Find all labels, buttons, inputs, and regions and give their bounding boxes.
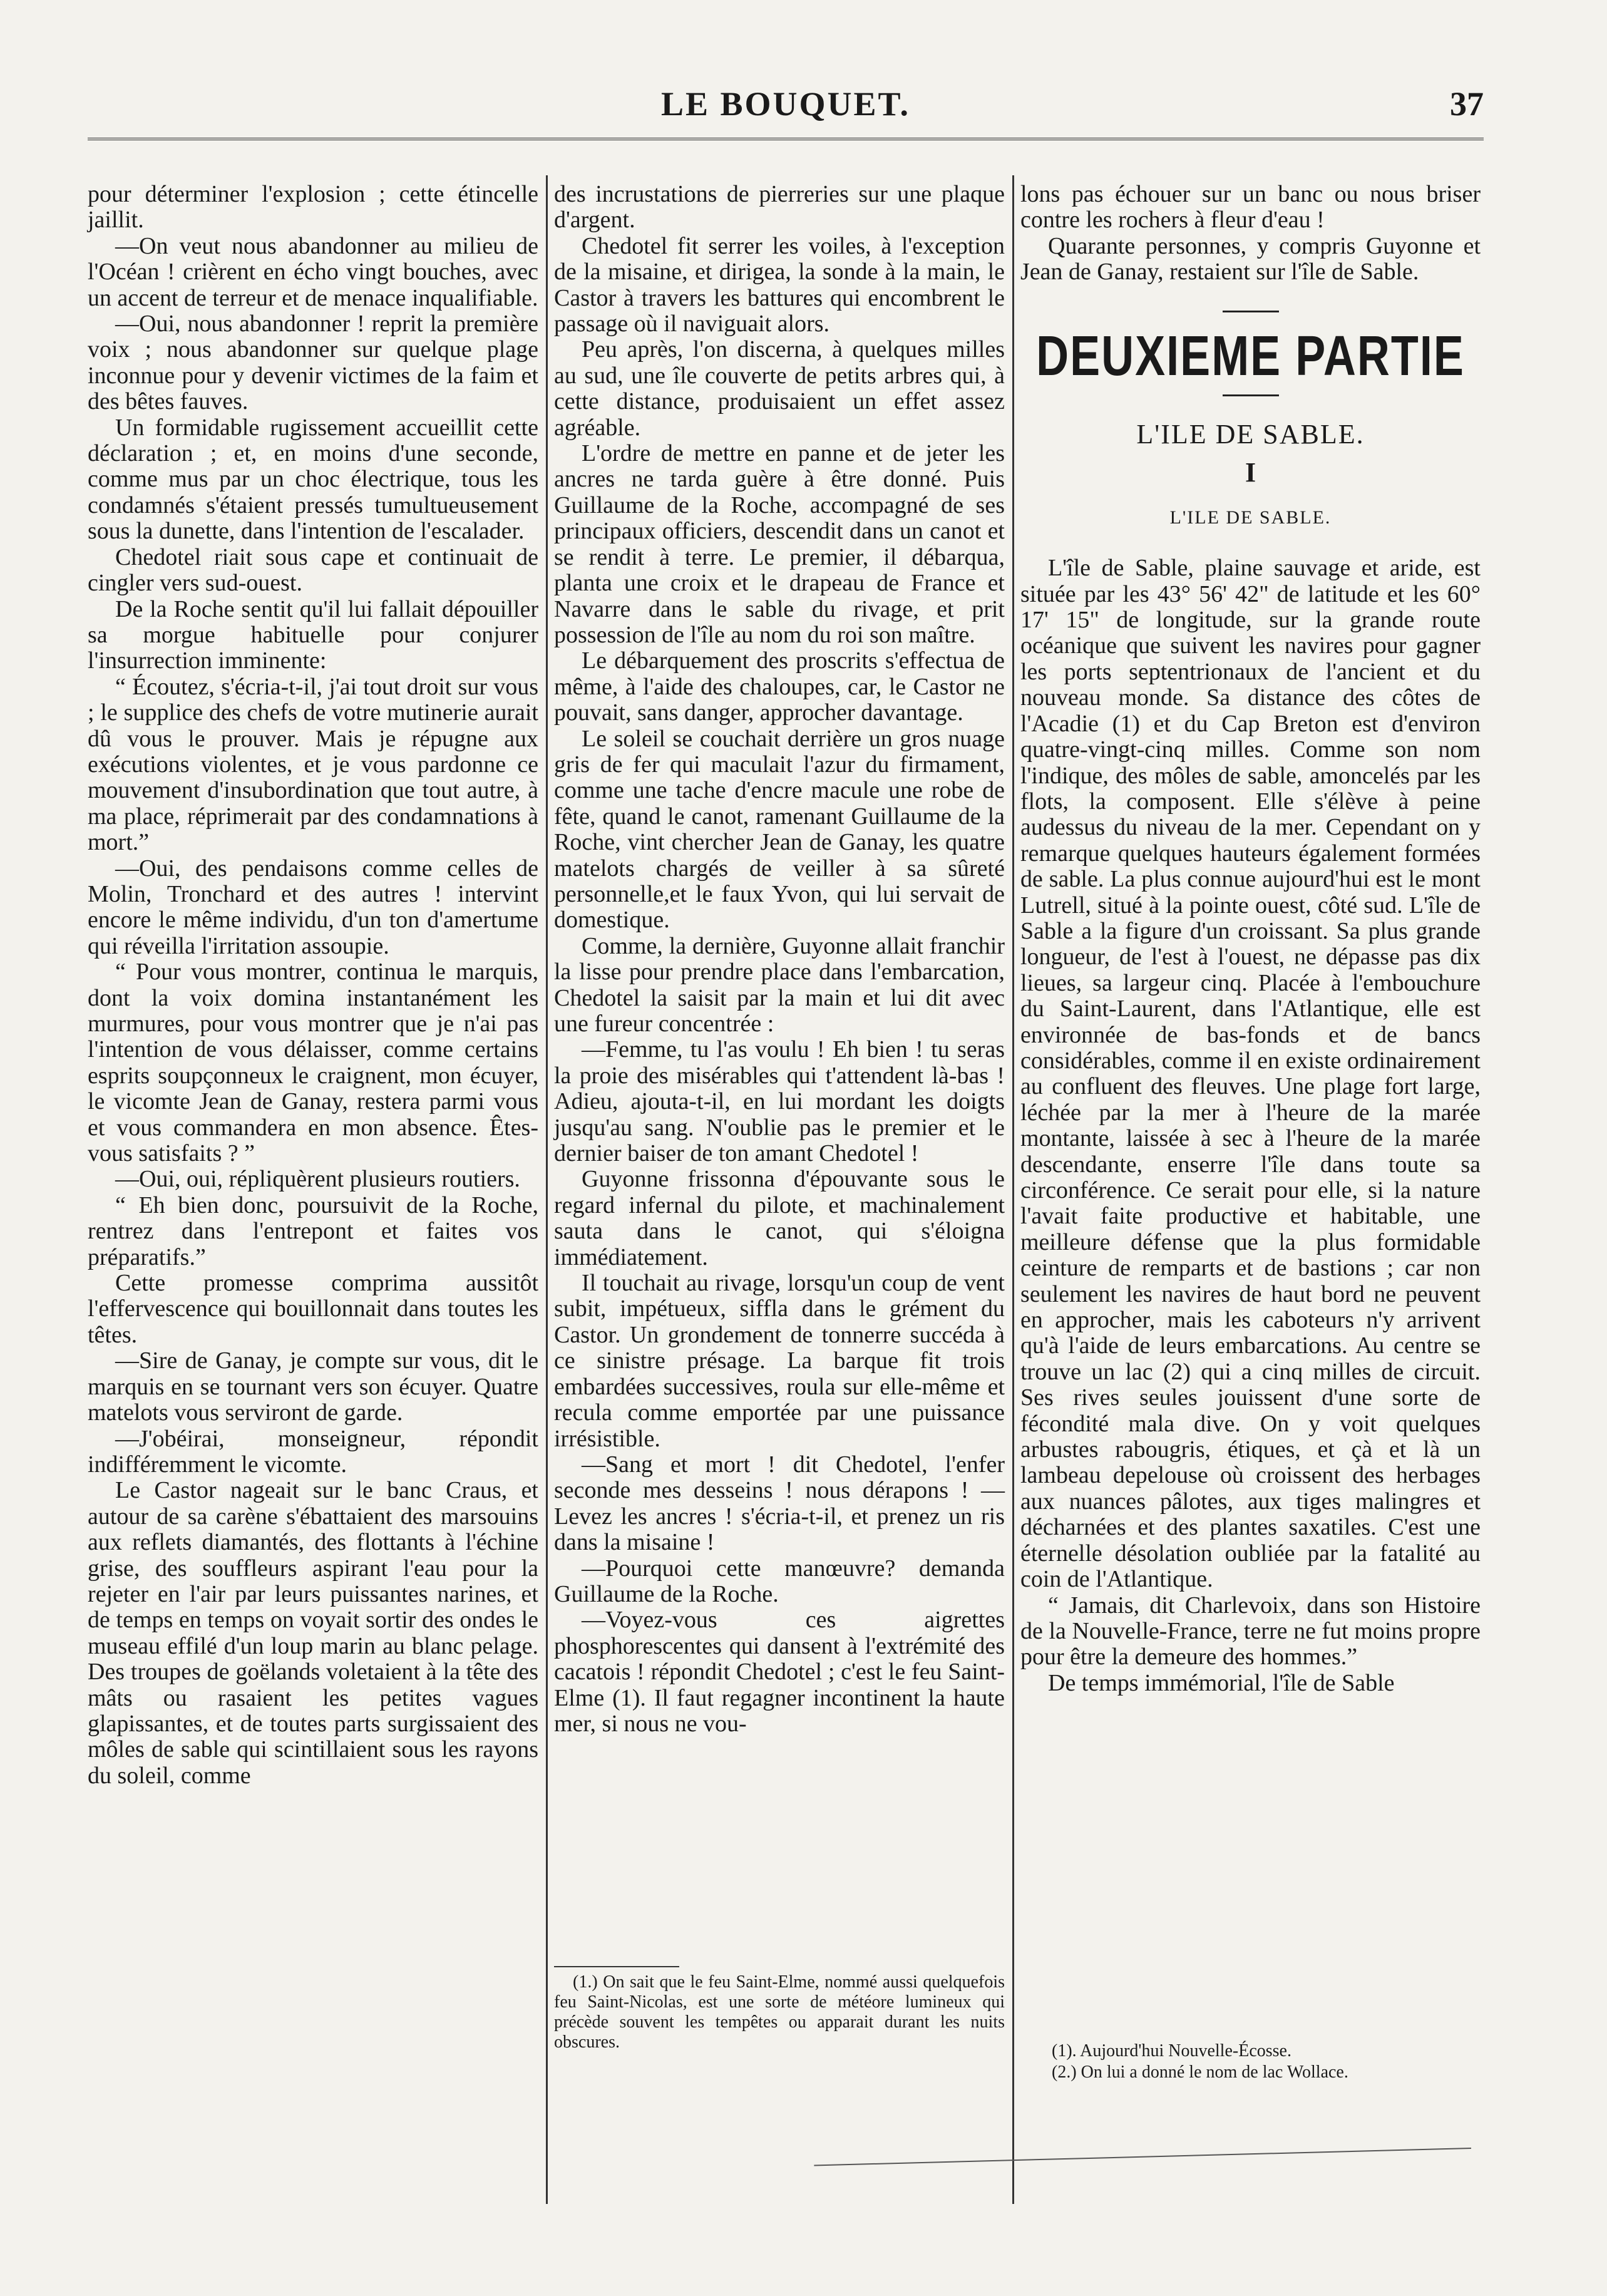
- section-title: L'ILE DE SABLE.: [1136, 419, 1365, 450]
- paragraph: Chedotel riait sous cape et continuait de cingler vers sud-ouest.: [88, 543, 538, 597]
- paragraph: Un formidable rugissement accueillit cette déclaration ; et, en moins d'une seconde, comme mus par un choc électrique, tous les condamnés s'étaient pressés tumultueusement sous la dunette, dans l'intention de l'escalader.: [88, 414, 538, 545]
- footnote: (2.) On lui a donné le nom de lac Wollace.: [1052, 2062, 1348, 2082]
- paragraph: “ Pour vous montrer, continua le marquis, dont la voix domina instantanément les murmures, pour vous montrer que je n'ai pas l'intention de vous délaisser, comme certains esprits soupçonneux le craignent, mon écuyer, le vicomte Jean de Ganay, restera parmi vous et vous commandera en mon absence. Êtes-vous satisfaits ? ”: [88, 959, 538, 1167]
- paragraph: De la Roche sentit qu'il lui fallait dépouiller sa morgue habituelle pour conjurer l'insurrection imminente:: [88, 595, 538, 674]
- paragraph: —Pourquoi cette manœuvre? demanda Guillaume de la Roche.: [554, 1555, 1005, 1607]
- page-header: [88, 85, 1484, 128]
- paragraph: Le débarquement des proscrits s'effectua de même, à l'aide des chaloupes, car, le Castor ne pouvait, sans danger, approcher davantage.: [554, 647, 1005, 726]
- paragraph: De temps immémorial, l'île de Sable: [1048, 1669, 1395, 1696]
- paragraph: Le soleil se couchait derrière un gros nuage gris de fer qui maculait l'azur du firmament, comme une tache d'encre macule une robe de fête, quand le canot, ramenant Guillaume de la Roche, vint chercher Jean de Ganay, les quatre matelots chargés de veiller à sa sûreté personnelle,et le faux Yvon, qui lui servait de domestique.: [554, 725, 1005, 934]
- paragraph: des incrustations de pierreries sur une plaque d'argent.: [554, 181, 1005, 234]
- paragraph: Le Castor nageait sur le banc Craus, et autour de sa carène s'ébattaient des marsouins aux reflets diamantés, des flottants à l'échine grise, des souffleurs aspirant l'eau pour la rejeter en l'air par leurs puissantes narines, et de temps en temps on voyait sortir des ondes le museau effilé d'un loup marin au blanc pelage. Des troupes de goëlands voletaient à la tête des mâts ou rasaient les petites vagues glapissantes, et de toutes parts surgissaient des môles de sable qui scintillaient sous les rayons du soleil, comme: [88, 1477, 538, 1789]
- paragraph: —Sang et mort ! dit Chedotel, l'enfer seconde mes desseins ! nous dérapons ! — Levez les ancres ! s'écria-t-il, et prenez un ris dans la misaine !: [554, 1451, 1005, 1556]
- paragraph: —Oui, oui, répliquèrent plusieurs routiers.: [115, 1166, 520, 1193]
- paragraph: Quarante personnes, y compris Guyonne et Jean de Ganay, restaient sur l'île de Sable.: [1020, 232, 1481, 286]
- paragraph: —Voyez-vous ces aigrettes phosphorescentes qui dansent à l'extrémité des cacatois ! répondit Chedotel ; c'est le feu Saint-Elme (1). Il faut regagner incontinent la haute mer, si nous ne vou-: [554, 1607, 1005, 1737]
- paragraph: Peu après, l'on discerna, à quelques milles au sud, une île couverte de petits arbres qui, à cette distance, produisaient un effet assez agréable.: [554, 336, 1005, 441]
- paragraph: Cette promesse comprima aussitôt l'effervescence qui bouillonnait dans toutes les têtes.: [88, 1270, 538, 1348]
- footnote: (1.) On sait que le feu Saint-Elme, nommé aussi quelquefois feu Saint-Nicolas, est une sorte de météore lumineux qui précède souvent les tempêtes ou apparait durant les nuits obscures.: [554, 1972, 1005, 2052]
- paragraph: L'île de Sable, plaine sauvage et aride, est située par les 43° 56' 42" de latitude et les 60° 17' 15" de longitude, sur la grande route océanique que suivent les navires pour gagner les ports septentrionaux de l'ancient et du nouveau monde. Sa distance des côtes de l'Acadie (1) et du Cap Breton est d'environ quatre-vingt-cinq milles. Comme son nom l'indique, des môles de sable, amoncelés par les flots, la composent. Elle s'élève à peine audessus du niveau de la mer. Cependant on y remarque quelques hauteurs également formées de sable. La plus connue aujourd'hui est le mont Lutrell, situé à la pointe ouest, côté sud. L'île de Sable a la figure d'un croissant. Sa plus grande longueur, de l'est à l'ouest, ne dépasse pas dix lieues, sa largeur cinq. Placée à l'embouchure du Saint-Laurent, dans l'Atlantique, elle est environnée de bas-fonds et de bancs considérables, comme il en existe ordinairement au confluent des fleuves. Une plage fort large, léchée par la mer à l'heure de la marée montante, laissée à sec à l'heure de la marée descendante, enserre l'île dans toute sa circonférence. Ce serait pour elle, si la nature l'avait faite productive et habitable, une meilleure défense que la plus formidable ceinture de remparts et de bastions ; car non seulement les navires de haut bord ne peuvent en approcher, mais les caboteurs n'y arrivent qu'à l'aide de leurs embarcations. Au centre se trouve un lac (2) qui a cinq milles de circuit. Ses rives seules jouissent d'une sorte de fécondité mala dive. On y voit quelques arbustes rabougris, étiques, et çà et là un lambeau depelouse où croissent des herbages aux nuances pâlotes, aux tiges malingres et décharnées et des plantes saxatiles. C'est une éternelle désolation oubliée par la fatalité au coin de l'Atlantique.: [1020, 555, 1481, 1593]
- bottom-rule: [814, 2148, 1471, 2166]
- paragraph: Comme, la dernière, Guyonne allait franchir la lisse pour prendre place dans l'embarcation, Chedotel la saisit par la main et lui dit avec une fureur concentrée :: [554, 932, 1005, 1037]
- paragraph: Guyonne frissonna d'épouvante sous le regard infernal du pilote, et machinalement sauta dans le canot, qui s'éloigna immédiatement.: [554, 1166, 1005, 1270]
- paragraph: —On veut nous abandonner au milieu de l'Océan ! crièrent en écho vingt bouches, avec un accent de terreur et de menace inqualifiable.: [88, 232, 538, 311]
- paragraph: “ Jamais, dit Charlevoix, dans son Histoire de la Nouvelle-France, terre ne fut moins propre pour être la demeure des hommes.”: [1020, 1592, 1481, 1671]
- footnote-rule: [554, 1966, 679, 1967]
- section-rule: [1223, 394, 1279, 396]
- section-rule: [1223, 311, 1279, 312]
- column-3: [1020, 182, 1481, 1696]
- running-title: LE BOUQUET.: [660, 85, 911, 123]
- page-number: 37: [1450, 85, 1484, 123]
- paragraph: —Oui, nous abandonner ! reprit la première voix ; nous abandonner sur quelque plage inconnue pour y devenir victimes de la faim et des bêtes fauves.: [88, 311, 538, 415]
- paragraph: lons pas échouer sur un banc ou nous briser contre les rochers à fleur d'eau !: [1020, 181, 1481, 234]
- chapter-title: L'ILE DE SABLE.: [1169, 507, 1332, 528]
- paragraph: pour déterminer l'explosion ; cette étincelle jaillit.: [88, 181, 538, 234]
- column-1: [88, 182, 538, 2135]
- paragraph: “ Eh bien donc, poursuivit de la Roche, rentrez dans l'entrepont et faites vos préparatifs.”: [88, 1192, 538, 1270]
- paragraph: Chedotel fit serrer les voiles, à l'exception de la misaine, et dirigea, la sonde à la main, le Castor à travers les battures qui encombrent le passage où il naviguait alors.: [554, 232, 1005, 337]
- footnote: (1). Aujourd'hui Nouvelle-Écosse.: [1052, 2041, 1291, 2061]
- chapter-number: I: [1245, 457, 1256, 488]
- paragraph: —Femme, tu l'as voulu ! Eh bien ! tu seras la proie des misérables qui t'attendent là-bas ! Adieu, ajouta-t-il, en lui mordant les doigts jusqu'au sang. N'oublie pas le premier et le dernier baiser de ton amant Chedotel !: [554, 1036, 1005, 1167]
- paragraph: —Oui, des pendaisons comme celles de Molin, Tronchard et des autres ! intervint encore le même individu, d'un ton d'amertume qui réveilla l'irritation assoupie.: [88, 855, 538, 959]
- paragraph: —Sire de Ganay, je compte sur vous, dit le marquis en se tournant vers son écuyer. Quatre matelots vous serviront de garde.: [88, 1347, 538, 1426]
- column-divider: [546, 175, 548, 2204]
- paragraph: “ Écoutez, s'écria-t-il, j'ai tout droit sur vous ; le supplice des chefs de votre mutinerie aurait dû vous le prouver. Mais je répugne aux exécutions violentes, et je vous pardonne ce mouvement d'insubordination que tout autre, à ma place, réprimerait par des condamnations à mort.”: [88, 673, 538, 856]
- header-rule: [88, 138, 1484, 140]
- paragraph: L'ordre de mettre en panne et de jeter les ancres ne tarda guère à être donné. Puis Guillaume de la Roche, accompagné de ses principaux officiers, descendit dans un canot et se rendit à terre. Le premier, il débarqua, planta une croix et le drapeau de France et Navarre dans le sable du rivage, et prit possession de l'île au nom du roi son maître.: [554, 440, 1005, 648]
- column-divider: [1012, 175, 1014, 2204]
- part-title: DEUXIEME PARTIE: [1036, 324, 1465, 388]
- paragraph: —J'obéirai, monseigneur, répondit indifféremment le vicomte.: [88, 1425, 538, 1478]
- paragraph: Il touchait au rivage, lorsqu'un coup de vent subit, impétueux, siffla dans le grément du Castor. Un grondement de tonnerre succéda à ce sinistre présage. La barque fit trois embardées successives, roula sur elle-même et recula comme emportée par une puissance irrésistible.: [554, 1270, 1005, 1452]
- column-2: [554, 182, 1005, 2026]
